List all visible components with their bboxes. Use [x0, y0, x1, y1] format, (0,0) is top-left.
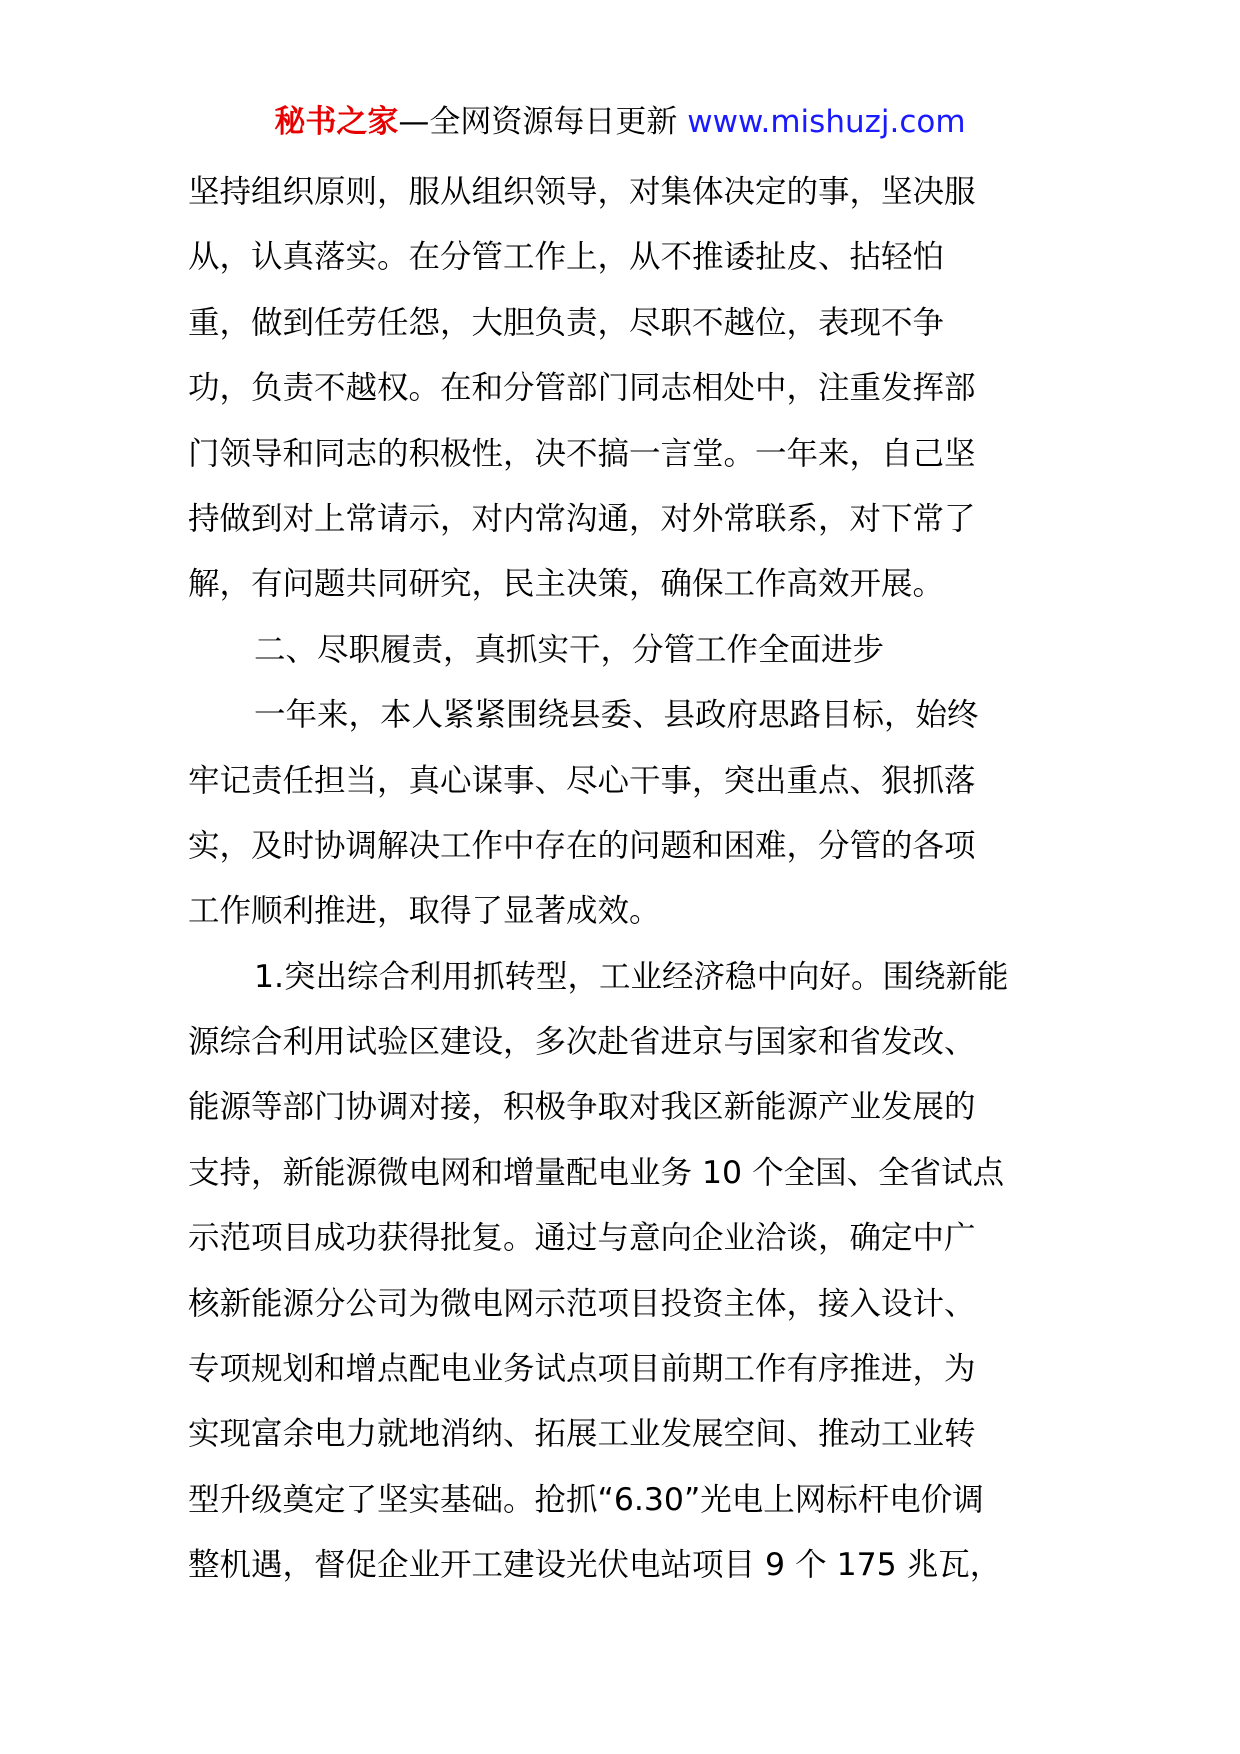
text-line: 重，做到任劳任怨，大胆负责，尽职不越位，表现不争	[188, 304, 945, 341]
text-line: 整机遇，督促企业开工建设光伏电站项目 9 个 175 兆瓦，	[188, 1547, 1002, 1584]
text-line: 一年来，本人紧紧围绕县委、县政府思路目标，始终	[254, 697, 979, 734]
text-line: 源综合利用试验区建设，多次赴省进京与国家和省发改、	[188, 1024, 976, 1061]
brand-name: 秘书之家	[274, 104, 399, 140]
text-line: 支持，新能源微电网和增量配电业务 10 个全国、全省试点	[188, 1154, 1005, 1191]
text-line: 二、尽职履责，真抓实干，分管工作全面进步	[254, 631, 885, 668]
text-line: 专项规划和增点配电业务试点项目前期工作有序推进，为	[188, 1351, 976, 1388]
text-line: 功，负责不越权。在和分管部门同志相处中，注重发挥部	[188, 370, 976, 407]
text-line: 从，认真落实。在分管工作上，从不推诿扯皮、拈轻怕	[188, 239, 945, 276]
text-line: 1.突出综合利用抓转型，工业经济稳中向好。围绕新能	[254, 958, 1009, 995]
text-line: 工作顺利推进，取得了显著成效。	[188, 893, 661, 930]
text-line: 核新能源分公司为微电网示范项目投资主体，接入设计、	[188, 1285, 976, 1322]
text-line: 能源等部门协调对接，积极争取对我区新能源产业发展的	[188, 1089, 976, 1126]
site-url-link[interactable]: www.mishuzj.com	[687, 104, 966, 140]
text-line: 牢记责任担当，真心谋事、尽心干事，突出重点、狠抓落	[188, 762, 976, 799]
page-header	[0, 100, 1240, 144]
text-line: 实，及时协调解决工作中存在的问题和困难，分管的各项	[188, 827, 976, 864]
text-line: 持做到对上常请示，对内常沟通，对外常联系，对下常了	[188, 500, 976, 537]
text-line: 解，有问题共同研究，民主决策，确保工作高效开展。	[188, 566, 945, 603]
header-tagline: —全网资源每日更新	[398, 104, 678, 140]
text-line: 型升级奠定了坚实基础。抢抓“6.30”光电上网标杆电价调	[188, 1481, 984, 1518]
text-line: 示范项目成功获得批复。通过与意向企业洽谈，确定中广	[188, 1220, 976, 1257]
text-line: 实现富余电力就地消纳、拓展工业发展空间、推动工业转	[188, 1416, 976, 1453]
text-line: 坚持组织原则，服从组织领导，对集体决定的事，坚决服	[188, 174, 976, 210]
text-line: 门领导和同志的积极性，决不搞一言堂。一年来，自己坚	[188, 435, 976, 472]
document-body	[188, 160, 1068, 1599]
